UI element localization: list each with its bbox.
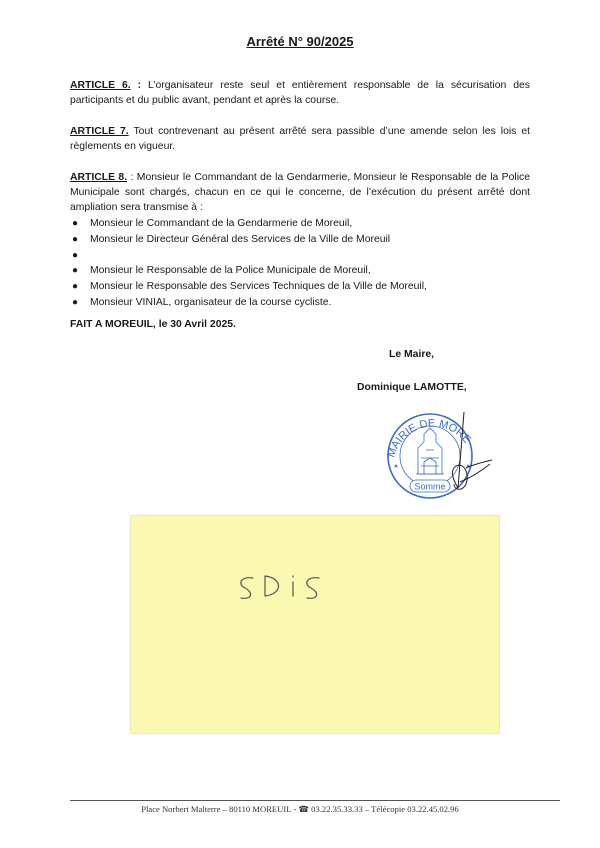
footer-divider	[70, 800, 560, 801]
done-at-line: FAIT A MOREUIL, le 30 Avril 2025.	[70, 319, 236, 330]
article-6-text: L’organisateur reste seul et entièrement responsable de la sécurisation des participants et du public avant, pendant et après la course.	[70, 80, 530, 106]
article-6	[70, 78, 530, 108]
recipient-text: Monsieur le Directeur Général des Services de la Ville de Moreuil	[90, 233, 391, 245]
article-7	[70, 124, 530, 154]
bullet-icon: ●	[72, 233, 79, 245]
bullet-icon: ●	[72, 265, 79, 277]
list-item	[70, 232, 530, 248]
article-6-suffix: :	[130, 80, 142, 91]
stamp-text-bottom: Somme	[414, 481, 446, 492]
recipient-text: Monsieur le Responsable des Services Techniques de la Ville de Moreuil,	[90, 281, 427, 293]
sticky-handwriting	[231, 566, 351, 606]
article-8-text: : Monsieur le Commandant de la Gendarmerie, Monsieur le Responsable de la Police Municipale sont chargés, chacun en ce qui le concerne, de l’exécution du présent arrêté dont ampliation sera transmise à :	[70, 172, 530, 213]
signatory-title: Le Maire,	[389, 349, 435, 360]
sticky-note	[130, 515, 500, 734]
recipient-text: Monsieur VINIAL, organisateur de la course cycliste.	[90, 296, 332, 308]
list-item	[70, 248, 530, 264]
recipient-list	[70, 216, 530, 311]
article-7-label: ARTICLE 7.	[70, 126, 129, 137]
bullet-icon: ●	[72, 281, 79, 293]
recipient-text: Monsieur le Responsable de la Police Municipale de Moreuil,	[90, 265, 371, 277]
stamp-seal-icon	[380, 408, 500, 508]
footer-address: Place Norbert Malterre – 80110 MOREUIL - ☎ 03.22.35.33.33 – Télécopie 03.22.45.02.96	[141, 804, 459, 814]
list-item	[70, 279, 530, 295]
bullet-icon: ●	[72, 296, 79, 308]
recipient-text: Monsieur le Commandant de la Gendarmerie de Moreuil,	[90, 218, 353, 229]
bullet-icon: ●	[72, 218, 79, 229]
mairie-stamp	[380, 408, 500, 513]
article-8	[70, 170, 530, 215]
article-8-label: ARTICLE 8.	[70, 172, 128, 183]
signatory-name: Dominique LAMOTTE,	[357, 382, 467, 393]
list-item	[70, 216, 530, 232]
list-item	[70, 295, 530, 311]
page-title: Arrêté N° 90/2025	[246, 34, 354, 49]
article-6-label: ARTICLE 6.	[70, 80, 131, 91]
article-7-text: Tout contrevenant au présent arrêté sera passible d’une amende selon les lois et règlements en vigueur.	[70, 126, 530, 152]
stamp-text-top: MAIRIE DE MORE	[385, 417, 474, 459]
bullet-icon: ●	[72, 249, 79, 261]
list-item	[70, 263, 530, 279]
